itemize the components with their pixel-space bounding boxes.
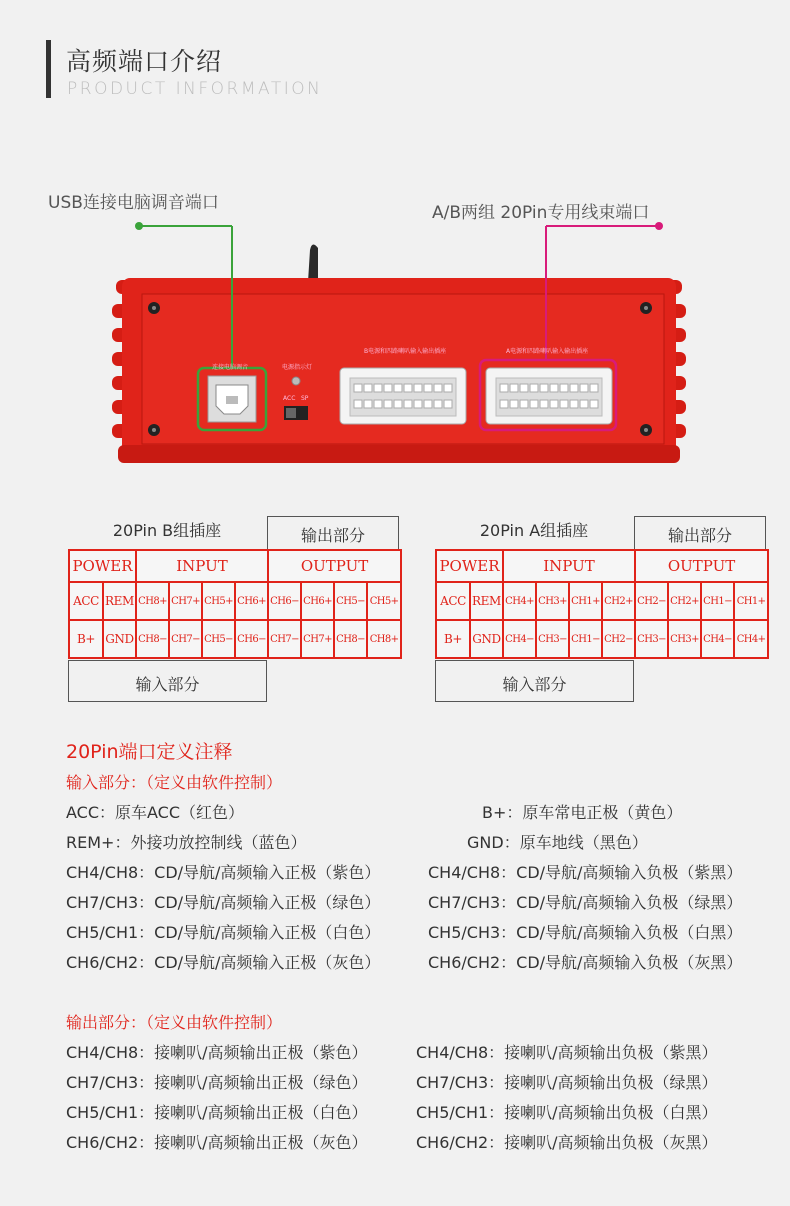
note-line: CH6/CH2：接喇叭/高频输出负极（灰黑） bbox=[416, 1133, 718, 1152]
pin-cell: CH1− bbox=[701, 582, 734, 620]
pin-cell: CH6+ bbox=[235, 582, 268, 620]
port-a-label: A电源和四路喇叭输入输出插座 bbox=[506, 348, 589, 355]
pin-cell: ACC bbox=[69, 582, 103, 620]
pin-cell: REM bbox=[103, 582, 136, 620]
title-accent-bar bbox=[46, 40, 51, 98]
output-header: OUTPUT bbox=[635, 550, 768, 582]
pin-cell: GND bbox=[103, 620, 136, 658]
note-line: CH6/CH2：CD/导航/高频输入正极（灰色） bbox=[66, 953, 381, 972]
table-b bbox=[68, 549, 402, 659]
pin-cell: CH4− bbox=[503, 620, 536, 658]
power-header: POWER bbox=[69, 550, 136, 582]
note-line: CH7/CH3：CD/导航/高频输入正极（绿色） bbox=[66, 893, 381, 912]
pin-cell: B+ bbox=[69, 620, 103, 658]
note-line: CH5/CH1：接喇叭/高频输出正极（白色） bbox=[66, 1103, 368, 1122]
note-line: CH4/CH8：接喇叭/高频输出正极（紫色） bbox=[66, 1043, 368, 1062]
note-line: CH7/CH3：接喇叭/高频输出负极（绿黑） bbox=[416, 1073, 718, 1092]
pin-cell: CH3− bbox=[635, 620, 668, 658]
pin-cell: CH2+ bbox=[668, 582, 701, 620]
note-line: CH4/CH8：接喇叭/高频输出负极（紫黑） bbox=[416, 1043, 718, 1062]
pin-cell: REM bbox=[470, 582, 503, 620]
page-title: 高频端口介绍 bbox=[66, 47, 223, 76]
pin-cell: B+ bbox=[436, 620, 470, 658]
power-header: POWER bbox=[436, 550, 503, 582]
pin-cell: CH6− bbox=[268, 582, 301, 620]
usb-port-label: 连接电脑调音 bbox=[212, 364, 249, 371]
switch-acc-label: ACC bbox=[283, 395, 296, 402]
notes-heading: 20Pin端口定义注释 bbox=[66, 741, 233, 763]
table-b-input-label: 输入部分 bbox=[135, 675, 200, 694]
table-b-output-label: 输出部分 bbox=[300, 526, 365, 545]
output-notes-heading: 输出部分：（定义由软件控制） bbox=[66, 1013, 283, 1032]
note-line: CH4/CH8：CD/导航/高频输入正极（紫色） bbox=[66, 863, 381, 882]
output-header: OUTPUT bbox=[268, 550, 401, 582]
usb-callout: USB连接电脑调音端口 bbox=[48, 193, 219, 213]
note-line: GND：原车地线（黑色） bbox=[467, 833, 648, 852]
pin-cell: CH6− bbox=[235, 620, 268, 658]
page-subtitle: PRODUCT INFORMATION bbox=[67, 79, 323, 99]
table-a-title: 20Pin A组插座 bbox=[479, 521, 589, 540]
pin-cell: CH8+ bbox=[367, 620, 401, 658]
pin-cell: CH8+ bbox=[136, 582, 169, 620]
note-line: CH7/CH3：CD/导航/高频输入负极（绿黑） bbox=[428, 893, 743, 912]
pin-cell: CH5+ bbox=[202, 582, 235, 620]
pin-cell: CH2+ bbox=[602, 582, 635, 620]
pin-cell: CH8− bbox=[136, 620, 169, 658]
pin-cell: CH2− bbox=[635, 582, 668, 620]
pin-cell: CH4− bbox=[701, 620, 734, 658]
note-line: CH6/CH2：接喇叭/高频输出正极（灰色） bbox=[66, 1133, 368, 1152]
port-b-label: B电源和四路喇叭输入输出插座 bbox=[364, 348, 447, 355]
table-a-output-label: 输出部分 bbox=[667, 526, 732, 545]
amplifier-device bbox=[0, 220, 790, 490]
pin-cell: CH7+ bbox=[169, 582, 202, 620]
input-notes-heading: 输入部分：（定义由软件控制） bbox=[66, 773, 283, 792]
pin-cell: CH5+ bbox=[367, 582, 401, 620]
pin-cell: CH5− bbox=[202, 620, 235, 658]
note-line: CH5/CH1：CD/导航/高频输入正极（白色） bbox=[66, 923, 381, 942]
pin-cell: CH4+ bbox=[734, 620, 768, 658]
pin-cell: CH7+ bbox=[301, 620, 334, 658]
pin-cell: CH2− bbox=[602, 620, 635, 658]
pin-cell: ACC bbox=[436, 582, 470, 620]
switch-sp-label: SP bbox=[301, 395, 309, 402]
input-header: INPUT bbox=[136, 550, 268, 582]
harness-callout: A/B两组 20Pin专用线束端口 bbox=[432, 203, 650, 223]
pin-cell: CH6+ bbox=[301, 582, 334, 620]
indicator-label: 电源指示灯 bbox=[282, 364, 313, 371]
power-indicator bbox=[292, 377, 300, 385]
table-b-title: 20Pin B组插座 bbox=[112, 521, 222, 540]
pin-cell: CH1+ bbox=[569, 582, 602, 620]
pin-cell: CH4+ bbox=[503, 582, 536, 620]
note-line: B+：原车常电正极（黄色） bbox=[482, 803, 683, 822]
note-line: CH4/CH8：CD/导航/高频输入负极（紫黑） bbox=[428, 863, 743, 882]
pin-cell: GND bbox=[470, 620, 503, 658]
pin-cell: CH7− bbox=[268, 620, 301, 658]
table-a bbox=[435, 549, 769, 659]
note-line: ACC：原车ACC（红色） bbox=[66, 803, 245, 822]
pin-cell: CH3− bbox=[536, 620, 569, 658]
note-line: CH5/CH3：CD/导航/高频输入负极（白黑） bbox=[428, 923, 743, 942]
input-header: INPUT bbox=[503, 550, 635, 582]
note-line: CH7/CH3：接喇叭/高频输出正极（绿色） bbox=[66, 1073, 368, 1092]
pin-cell: CH5− bbox=[334, 582, 367, 620]
pin-cell: CH8− bbox=[334, 620, 367, 658]
pin-cell: CH3+ bbox=[668, 620, 701, 658]
pin-cell: CH1+ bbox=[734, 582, 768, 620]
antenna bbox=[308, 244, 318, 282]
note-line: CH6/CH2：CD/导航/高频输入负极（灰黑） bbox=[428, 953, 743, 972]
table-a-input-label: 输入部分 bbox=[502, 675, 567, 694]
note-line: REM+：外接功放控制线（蓝色） bbox=[66, 833, 307, 852]
note-line: CH5/CH1：接喇叭/高频输出负极（白黑） bbox=[416, 1103, 718, 1122]
pin-cell: CH3+ bbox=[536, 582, 569, 620]
pin-cell: CH1− bbox=[569, 620, 602, 658]
pin-cell: CH7− bbox=[169, 620, 202, 658]
